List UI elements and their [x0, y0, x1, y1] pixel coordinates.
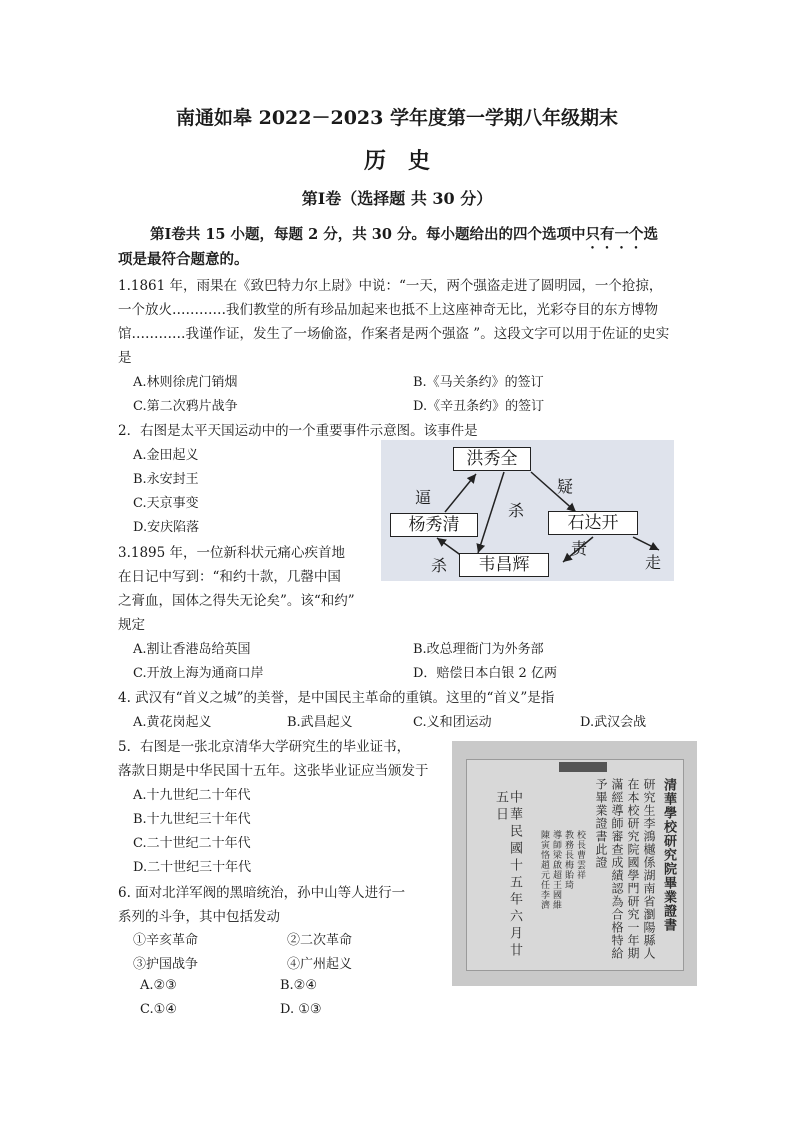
certificate-date: 中華民國十五年六月廿五日 — [493, 790, 522, 960]
q2-option-c: C.天京事变 — [133, 496, 199, 511]
certificate-text-col-3: 滿經導師審查成績認為合格特給 — [610, 778, 624, 960]
q6-stem-line-2: 系列的斗争，其中包括发动 — [118, 909, 280, 925]
q6-item-1: ①辛亥革命 — [133, 933, 199, 948]
certificate-paper — [466, 759, 684, 971]
q5-option-c: C.二十世纪二十年代 — [133, 836, 251, 851]
q3-option-c: C.开放上海为通商口岸 — [133, 666, 264, 681]
q1-option-c: C.第二次鸦片战争 — [133, 399, 238, 414]
certificate-text-col-1: 研究生李鴻樾係湖南省瀏陽縣人 — [642, 778, 656, 960]
q2-stem: 2．右图是太平天国运动中的一个重要事件示意图。该事件是 — [118, 423, 478, 439]
node-yang-xiuqing: 杨秀清 — [390, 513, 478, 537]
q5-option-d: D.二十世纪三十年代 — [133, 860, 252, 875]
certificate-seal-strip — [559, 762, 607, 772]
intro-line-1: 第Ⅰ卷共 15 小题，每题 2 分，共 30 分。每小题给出的四个选项中只有一个选 — [150, 226, 659, 243]
q3-stem-line-2: 在日记中写到：“和约十款，几罄中国 — [118, 569, 341, 585]
graduation-certificate-photo — [452, 741, 697, 986]
exam-title: 南通如皋 2022－2023 学年度第一学期八年级期末 — [176, 107, 618, 129]
label-ze: 责 — [571, 539, 588, 558]
q1-stem-line-4: 是 — [118, 350, 132, 366]
q3-stem-line-3: 之膏血，国体之得失无论矣”。该“和约” — [118, 593, 355, 609]
q3-stem-line-1: 3.1895 年，一位新科状元痛心疾首地 — [118, 545, 346, 561]
q5-stem-line-1: 5．右图是一张北京清华大学研究生的毕业证书， — [118, 739, 411, 755]
q5-option-b: B.十九世纪三十年代 — [133, 812, 251, 827]
q6-option-c: C.①④ — [140, 1002, 177, 1017]
q5-stem-line-2: 落款日期是中华民国十五年。这张毕业证应当颁发于 — [118, 763, 429, 779]
certificate-sign-3: 導師梁啟超王國維 — [551, 830, 561, 910]
certificate-title: 清華學校研究院畢業證書 — [661, 778, 676, 932]
node-hong-xiuquan: 洪秀全 — [453, 447, 531, 471]
q3-option-b: B.改总理衙门为外务部 — [413, 642, 544, 657]
q1-option-b: B.《马关条约》的签订 — [413, 375, 544, 390]
certificate-sign-2: 教務長梅貽琦 — [563, 830, 573, 890]
q4-option-c: C.义和团运动 — [413, 715, 492, 730]
label-bi: 逼 — [415, 488, 432, 507]
node-shi-dakai: 石达开 — [548, 511, 638, 535]
q5-option-a: A.十九世纪二十年代 — [133, 788, 251, 803]
certificate-sign-4: 陳寅恪趙元任李濟 — [539, 830, 549, 910]
q6-stem-line-1: 6. 面对北洋军阀的黑暗统治，孙中山等人进行一 — [118, 885, 406, 901]
q2-option-a: A.金田起义 — [133, 448, 199, 463]
q6-option-d: D. ①③ — [280, 1002, 322, 1017]
q4-option-d: D.武汉会战 — [580, 715, 647, 730]
q1-stem-line-3: 馆…………我谨作证，发生了一场偷盗，作案者是两个强盗 ”。这段文字可以用于佐证的史实 — [118, 326, 670, 342]
q6-item-3: ③护国战争 — [133, 957, 199, 972]
q6-item-4: ④广州起义 — [287, 957, 353, 972]
certificate-text-col-4: 予畢業證書此證 — [594, 778, 608, 869]
q3-option-a: A.割让香港岛给英国 — [133, 642, 251, 657]
q4-stem: 4. 武汉有“首义之城”的美誉，是中国民主革命的重镇。这里的“首义”是指 — [118, 690, 555, 706]
q1-stem-line-1: 1.1861 年，雨果在《致巴特力尔上尉》中说：“一天，两个强盗走进了圆明园，一个抢掠， — [118, 278, 663, 294]
intro-line-2: 项是最符合题意的。 — [118, 251, 249, 268]
q3-option-d: D．赔偿日本白银 2 亿两 — [413, 666, 557, 681]
emphasized-text: 只有一个 — [585, 226, 644, 243]
q1-option-d: D.《辛丑条约》的签订 — [413, 399, 545, 414]
certificate-sign-1: 校長曹雲祥 — [575, 830, 585, 880]
q6-item-2: ②二次革命 — [287, 933, 353, 948]
subject-title: 历史 — [363, 148, 452, 174]
label-sha-2: 杀 — [431, 556, 448, 575]
q1-option-a: A.林则徐虎门销烟 — [133, 375, 238, 390]
q6-option-a: A.②③ — [140, 978, 177, 993]
q6-option-b: B.②④ — [280, 978, 317, 993]
certificate-text-col-2: 在本校研究院國學門研究一年期 — [626, 778, 640, 960]
q2-option-b: B.永安封王 — [133, 472, 199, 487]
q4-option-a: A.黄花岗起义 — [133, 715, 212, 730]
label-yi: 疑 — [557, 477, 574, 496]
q1-stem-line-2: 一个放火…………我们教堂的所有珍品加起来也抵不上这座神奇无比，光彩夺目的东方博物 — [118, 302, 658, 318]
taiping-event-diagram — [381, 440, 674, 581]
q3-stem-line-4: 规定 — [118, 617, 145, 633]
label-zou: 走 — [645, 553, 662, 572]
section-title: 第Ⅰ卷（选择题 共 30 分） — [301, 189, 493, 208]
q4-option-b: B.武昌起义 — [287, 715, 353, 730]
label-sha-1: 杀 — [508, 501, 525, 520]
q2-option-d: D.安庆陷落 — [133, 520, 200, 535]
node-wei-changhui: 韦昌辉 — [459, 553, 549, 577]
